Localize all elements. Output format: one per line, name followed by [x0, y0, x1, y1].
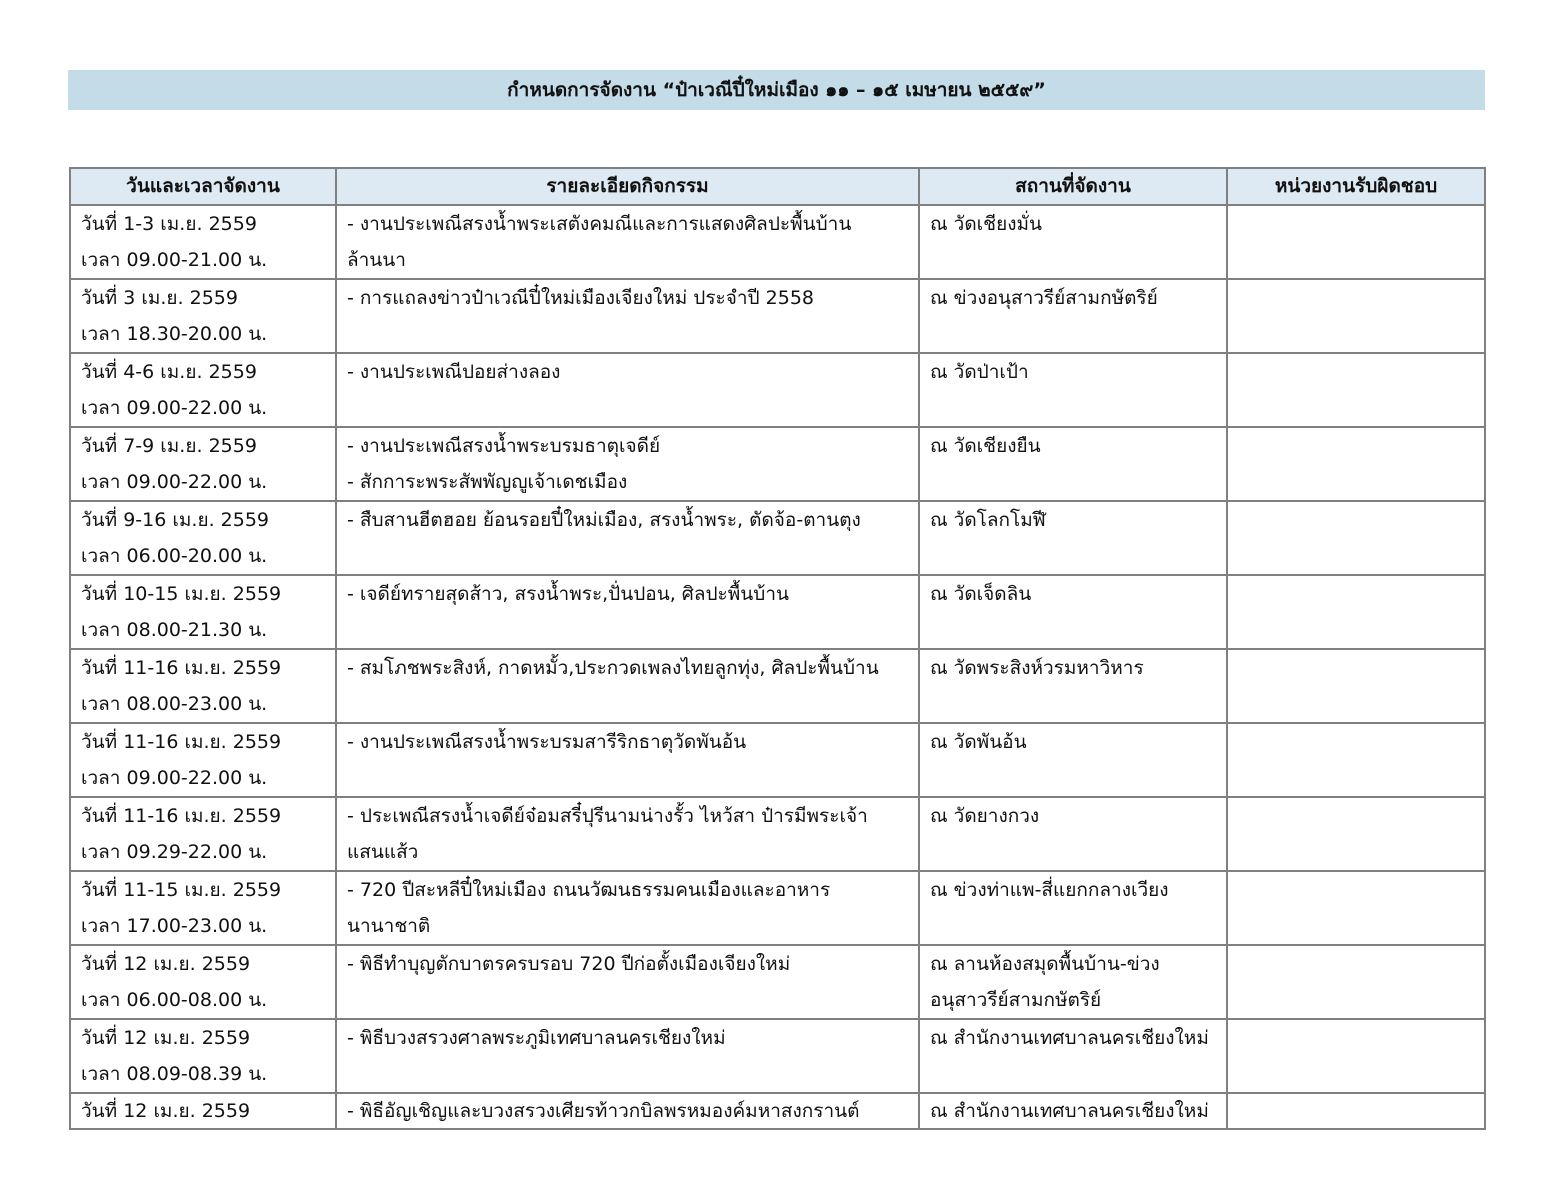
venue-cell	[919, 945, 1227, 1019]
venue-cell	[919, 205, 1227, 279]
venue-line: ณ วัดป่าเป้า	[930, 361, 1029, 383]
table-row	[70, 205, 1485, 279]
venue-cell	[919, 575, 1227, 649]
event-time: เวลา 08.00-21.30 น.	[81, 619, 268, 641]
header-row	[70, 168, 1485, 205]
table-row	[70, 575, 1485, 649]
venue-line: ณ ข่วงอนุสาวรีย์สามกษัตริย์	[930, 287, 1158, 309]
activity-line: - พิธีอัญเชิญและบวงสรวงเศียรท้าวกบิลพรหมองค์มหาสงกรานต์	[347, 1100, 860, 1122]
venue-cell	[919, 353, 1227, 427]
activity-cell	[336, 427, 919, 501]
activity-cell	[336, 1093, 919, 1129]
event-time: เวลา 08.00-23.00 น.	[81, 693, 268, 715]
event-time: เวลา 17.00-23.00 น.	[81, 915, 268, 937]
table-row	[70, 871, 1485, 945]
responsible-cell	[1227, 501, 1485, 575]
date-time-cell	[70, 797, 336, 871]
document-title: กำหนดการจัดงาน “ป๋าเวณีปี๋ใหม่เมือง ๑๑ – ๑๕ เมษายน ๒๕๕๙”	[507, 79, 1046, 101]
venue-line: ณ สำนักงานเทศบาลนครเชียงใหม่	[930, 1027, 1209, 1049]
date-time-cell	[70, 1093, 336, 1129]
activity-cell	[336, 205, 919, 279]
event-date: วันที่ 4-6 เม.ย. 2559	[81, 361, 257, 383]
event-time: เวลา 09.00-22.00 น.	[81, 767, 268, 789]
activity-line: - งานประเพณีสรงน้ำพระบรมธาตุเจดีย์	[347, 435, 661, 457]
event-time: เวลา 06.00-20.00 น.	[81, 545, 268, 567]
event-time: เวลา 18.30-20.00 น.	[81, 323, 268, 345]
event-date: วันที่ 12 เม.ย. 2559	[81, 1027, 251, 1049]
date-time-cell	[70, 575, 336, 649]
event-date: วันที่ 12 เม.ย. 2559	[81, 1100, 251, 1122]
venue-line: ณ วัดโลกโมฬี	[930, 509, 1046, 531]
event-time: เวลา 09.00-22.00 น.	[81, 471, 268, 493]
date-time-cell	[70, 353, 336, 427]
event-date: วันที่ 3 เม.ย. 2559	[81, 287, 238, 309]
responsible-cell	[1227, 279, 1485, 353]
venue-cell	[919, 501, 1227, 575]
responsible-cell	[1227, 205, 1485, 279]
venue-cell	[919, 1093, 1227, 1129]
activity-cell	[336, 1019, 919, 1093]
event-date: วันที่ 11-16 เม.ย. 2559	[81, 731, 282, 753]
venue-line: ณ ข่วงท่าแพ-สี่แยกกลางเวียง	[930, 879, 1169, 901]
header-activity: รายละเอียดกิจกรรม	[336, 168, 919, 205]
table-row	[70, 279, 1485, 353]
activity-line: แสนแส้ว	[347, 841, 419, 863]
venue-line: ณ สำนักงานเทศบาลนครเชียงใหม่	[930, 1100, 1209, 1122]
venue-cell	[919, 649, 1227, 723]
date-time-cell	[70, 205, 336, 279]
activity-line: - สืบสานฮีตฮอย ย้อนรอยปี๋ใหม่เมือง, สรงน้ำพระ, ตัดจ้อ-ตานตุง	[347, 509, 861, 531]
activity-line: - 720 ปีสะหลีปี๋ใหม่เมือง ถนนวัฒนธรรมคนเมืองและอาหาร	[347, 879, 831, 901]
event-time: เวลา 09.29-22.00 น.	[81, 841, 268, 863]
event-time: เวลา 09.00-21.00 น.	[81, 249, 268, 271]
activity-line: - งานประเพณีสรงน้ำพระบรมสารีริกธาตุวัดพันอ้น	[347, 731, 747, 753]
venue-line: ณ วัดเจ็ดลิน	[930, 583, 1032, 605]
activity-cell	[336, 797, 919, 871]
event-date: วันที่ 11-16 เม.ย. 2559	[81, 805, 282, 827]
venue-cell	[919, 797, 1227, 871]
activity-line: - พิธีทำบุญตักบาตรครบรอบ 720 ปีก่อตั้งเมืองเจียงใหม่	[347, 953, 791, 975]
responsible-cell	[1227, 649, 1485, 723]
date-time-cell	[70, 723, 336, 797]
activity-cell	[336, 723, 919, 797]
activity-line: - สักการะพระสัพพัญญูเจ้าเดชเมือง	[347, 471, 628, 493]
table-row	[70, 501, 1485, 575]
venue-line: ณ วัดเชียงมั่น	[930, 213, 1042, 235]
event-date: วันที่ 7-9 เม.ย. 2559	[81, 435, 257, 457]
responsible-cell	[1227, 1019, 1485, 1093]
event-date: วันที่ 11-15 เม.ย. 2559	[81, 879, 282, 901]
venue-cell	[919, 427, 1227, 501]
table-row	[70, 797, 1485, 871]
venue-cell	[919, 723, 1227, 797]
date-time-cell	[70, 279, 336, 353]
header-responsible: หน่วยงานรับผิดชอบ	[1227, 168, 1485, 205]
date-time-cell	[70, 1019, 336, 1093]
activity-line: - งานประเพณีสรงน้ำพระเสตังคมณีและการแสดงศิลปะพื้นบ้าน	[347, 213, 852, 235]
activity-cell	[336, 279, 919, 353]
schedule-table	[69, 167, 1486, 1130]
responsible-cell	[1227, 723, 1485, 797]
date-time-cell	[70, 945, 336, 1019]
activity-line: - พิธีบวงสรวงศาลพระภูมิเทศบาลนครเชียงใหม่	[347, 1027, 726, 1049]
activity-cell	[336, 353, 919, 427]
event-date: วันที่ 12 เม.ย. 2559	[81, 953, 251, 975]
activity-cell	[336, 575, 919, 649]
event-time: เวลา 09.00-22.00 น.	[81, 397, 268, 419]
venue-line: ณ วัดเชียงยืน	[930, 435, 1041, 457]
responsible-cell	[1227, 353, 1485, 427]
event-time: เวลา 06.00-08.00 น.	[81, 989, 268, 1011]
responsible-cell	[1227, 427, 1485, 501]
responsible-cell	[1227, 945, 1485, 1019]
document-title-bar	[68, 70, 1485, 110]
event-time: เวลา 08.09-08.39 น.	[81, 1063, 268, 1085]
venue-cell	[919, 871, 1227, 945]
activity-cell	[336, 945, 919, 1019]
table-row	[70, 723, 1485, 797]
venue-line: อนุสาวรีย์สามกษัตริย์	[930, 989, 1102, 1011]
activity-line: - เจดีย์ทรายสุดส้าว, สรงน้ำพระ,ปั่นปอน, ศิลปะพื้นบ้าน	[347, 583, 789, 605]
activity-line: นานาชาติ	[347, 915, 431, 937]
event-date: วันที่ 1-3 เม.ย. 2559	[81, 213, 257, 235]
activity-line: - งานประเพณีปอยส่างลอง	[347, 361, 561, 383]
responsible-cell	[1227, 575, 1485, 649]
table-row	[70, 649, 1485, 723]
activity-cell	[336, 649, 919, 723]
header-venue: สถานที่จัดงาน	[919, 168, 1227, 205]
activity-cell	[336, 501, 919, 575]
responsible-cell	[1227, 797, 1485, 871]
date-time-cell	[70, 649, 336, 723]
activity-cell	[336, 871, 919, 945]
event-date: วันที่ 9-16 เม.ย. 2559	[81, 509, 270, 531]
table-row	[70, 945, 1485, 1019]
table-row	[70, 427, 1485, 501]
venue-line: ณ วัดพันอ้น	[930, 731, 1027, 753]
activity-line: ล้านนา	[347, 249, 406, 271]
date-time-cell	[70, 501, 336, 575]
responsible-cell	[1227, 1093, 1485, 1129]
activity-line: - ประเพณีสรงน้ำเจดีย์จ๋อมสรี๋ปุรีนามน่างรั้ว ไหว้สา ป๋ารมีพระเจ้า	[347, 805, 868, 827]
venue-line: ณ วัดยางกวง	[930, 805, 1040, 827]
date-time-cell	[70, 871, 336, 945]
event-date: วันที่ 11-16 เม.ย. 2559	[81, 657, 282, 679]
activity-line: - การแถลงข่าวป๋าเวณีปี๋ใหม่เมืองเจียงใหม่ ประจำปี 2558	[347, 287, 815, 309]
table-row	[70, 353, 1485, 427]
venue-line: ณ ลานห้องสมุดพื้นบ้าน-ข่วง	[930, 953, 1160, 975]
venue-line: ณ วัดพระสิงห์วรมหาวิหาร	[930, 657, 1144, 679]
event-date: วันที่ 10-15 เม.ย. 2559	[81, 583, 282, 605]
date-time-cell	[70, 427, 336, 501]
table-row	[70, 1019, 1485, 1093]
venue-cell	[919, 279, 1227, 353]
header-date-time: วันและเวลาจัดงาน	[70, 168, 336, 205]
activity-line: - สมโภชพระสิงห์, กาดหมั้ว,ประกวดเพลงไทยลูกทุ่ง, ศิลปะพื้นบ้าน	[347, 657, 879, 679]
venue-cell	[919, 1019, 1227, 1093]
table-row	[70, 1093, 1485, 1129]
responsible-cell	[1227, 871, 1485, 945]
